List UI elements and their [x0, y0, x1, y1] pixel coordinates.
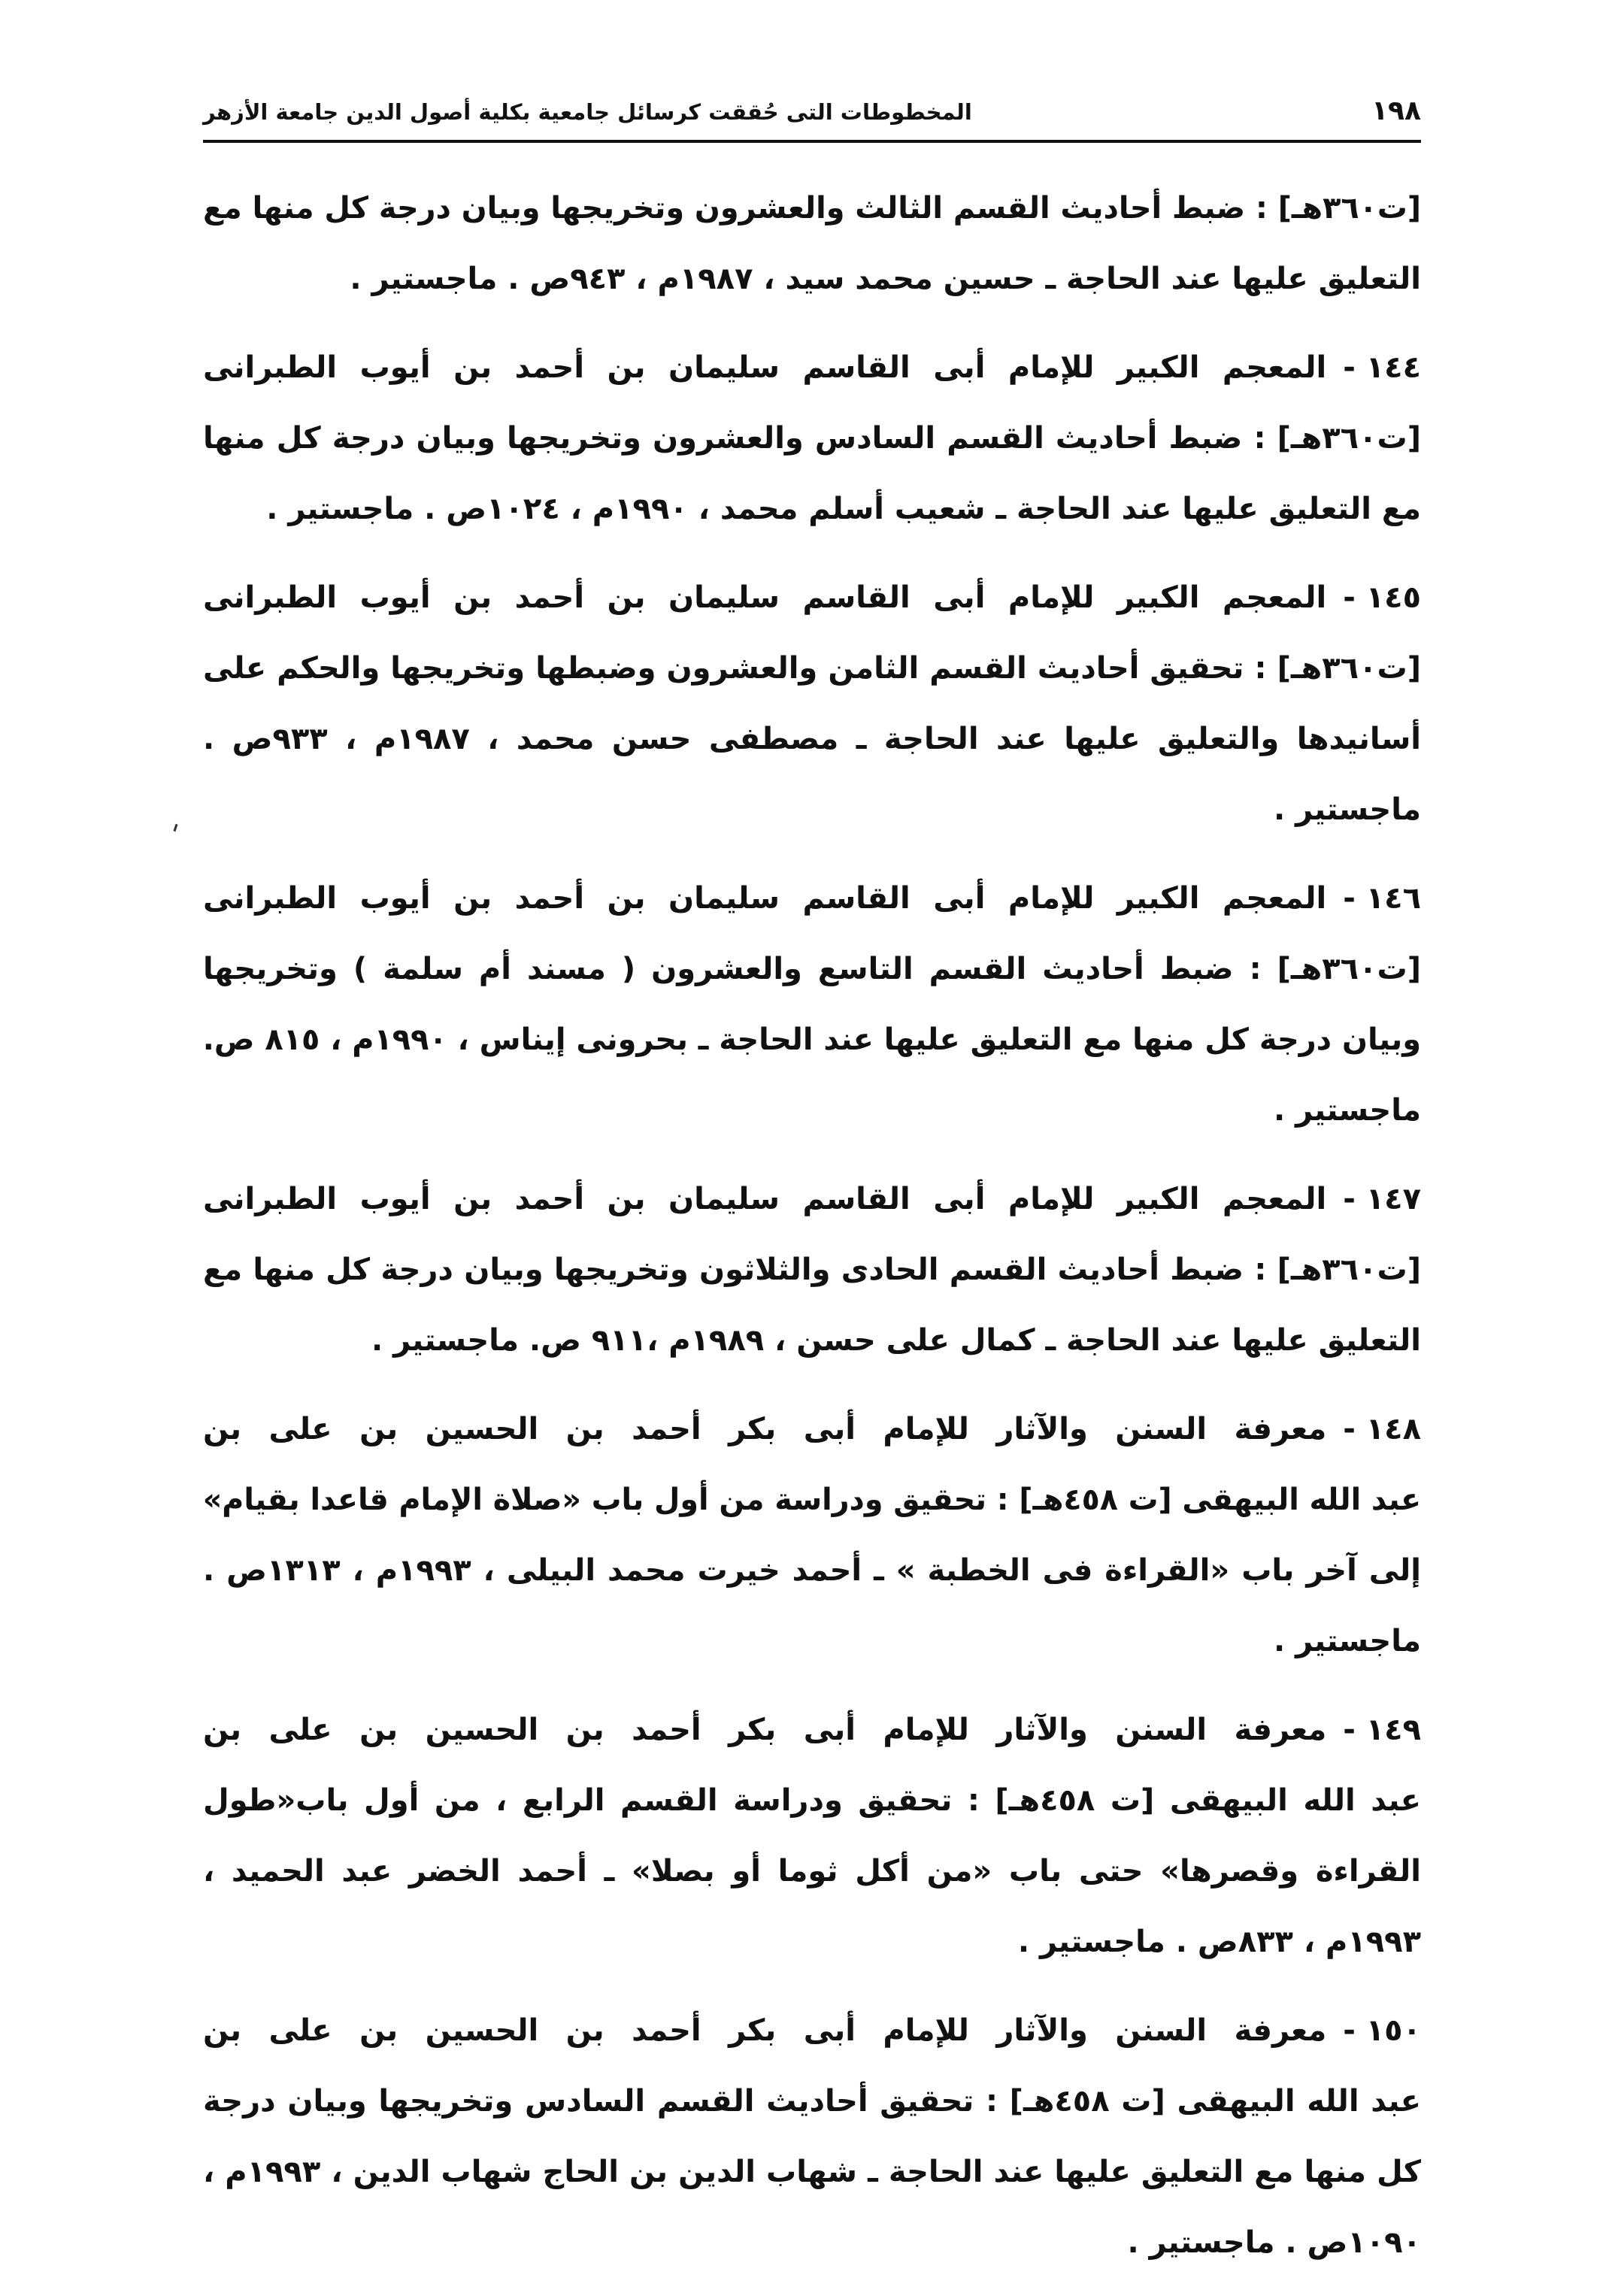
- entry-line: [202, 1004, 1421, 1075]
- entry-line-text: ماجستير .: [1274, 1093, 1421, 1128]
- entry-line-text: معرفة السنن والآثار للإمام أبى بكر أحمد بن الحسين بن على بن: [203, 1412, 1327, 1446]
- entry-line: [203, 1164, 1421, 1234]
- entry-line-text: التعليق عليها عند الحاجة ـ حسين محمد سيد ، ١٩٨٧م ، ٩٤٣ص . ماجستير .: [350, 262, 1421, 296]
- entry-number: ١٤٤ -: [1343, 350, 1421, 385]
- entry-line: [203, 633, 1421, 704]
- entry-line: [203, 403, 1421, 474]
- entry-line: [203, 1075, 1421, 1146]
- entry-line-text: معرفة السنن والآثار للإمام أبى بكر أحمد بن الحسين بن على بن: [203, 2013, 1327, 2048]
- entry-number: ١٤٩ -: [1343, 1713, 1421, 1747]
- entry-line: [203, 1234, 1421, 1305]
- entry-line: [203, 1535, 1421, 1606]
- bibliography-entry: [203, 1695, 1421, 1977]
- entry-line-text: عبد الله البيهقى [ت ٤٥٨هـ] : تحقيق ودراسة القسم الرابع ، من أول باب«طول: [203, 1783, 1421, 1818]
- entry-line: [203, 1606, 1421, 1677]
- entry-number: ١٥٠ -: [1343, 2013, 1421, 2048]
- entry-line: [203, 562, 1421, 633]
- entry-line: [203, 774, 1421, 845]
- bibliography-entry: [203, 332, 1421, 544]
- entry-line-text: ١٩٩٣م ، ٨٣٣ص . ماجستير .: [1017, 1925, 1421, 1959]
- entry-line-text: القراءة وقصرها» حتى باب «من أكل ثوما أو بصلا» ـ أحمد الخضر عبد الحميد ،: [203, 1854, 1421, 1889]
- entry-line: [203, 1836, 1421, 1907]
- entry-line: [203, 1995, 1421, 2066]
- entry-line-text: أسانيدها والتعليق عليها عند الحاجة ـ مصطفى حسن محمد ، ١٩٨٧م ، ٩٣٣ص .: [203, 722, 1421, 756]
- entry-line-text: مع التعليق عليها عند الحاجة ـ شعيب أسلم محمد ، ١٩٩٠م ، ١٠٢٤ص . ماجستير .: [266, 492, 1421, 526]
- entry-line: [203, 704, 1421, 774]
- entry-number: ١٤٧ -: [1343, 1182, 1421, 1216]
- entry-line-text: المعجم الكبير للإمام أبى القاسم سليمان بن أحمد بن أيوب الطبرانى: [203, 881, 1327, 916]
- entry-line-text: كل منها مع التعليق عليها عند الحاجة ـ شهاب الدين بن الحاج شهاب الدين ، ١٩٩٣م ،: [203, 2155, 1422, 2189]
- bibliography-entry: [203, 173, 1421, 314]
- entry-number: ١٤٦ -: [1343, 881, 1421, 916]
- entry-line-text: إلى آخر باب «القراءة فى الخطبة » ـ أحمد خيرت محمد البيلى ، ١٩٩٣م ، ١٣١٣ص .: [203, 1553, 1421, 1588]
- entry-line-text: ماجستير .: [1274, 1624, 1421, 1658]
- entry-line: [203, 2137, 1421, 2207]
- entry-number: ١٤٥ -: [1343, 580, 1421, 615]
- bibliography-entry: [203, 562, 1421, 845]
- header-rule: [203, 140, 1421, 143]
- entry-line-text: التعليق عليها عند الحاجة ـ كمال على حسن ، ١٩٨٩م ،٩١١ ص. ماجستير .: [371, 1323, 1421, 1358]
- running-header: [203, 81, 1421, 129]
- entry-line: [203, 1765, 1421, 1836]
- entry-line: [203, 934, 1421, 1004]
- entry-line-text: المعجم الكبير للإمام أبى القاسم سليمان بن أحمد بن أيوب الطبرانى: [203, 1182, 1327, 1216]
- entry-line: [203, 474, 1421, 544]
- entry-line: [203, 2207, 1421, 2278]
- bibliography-entry: [203, 1394, 1421, 1677]
- entry-line-text: وبيان درجة كل منها مع التعليق عليها عند الحاجة ـ بحرونى إيناس ، ١٩٩٠م ، ٨١٥ ص.: [202, 1022, 1421, 1057]
- entry-line-text: [ت٣٦٠هـ] : ضبط أحاديث القسم السادس والعشرون وتخريجها وبيان درجة كل منها: [203, 421, 1421, 456]
- entry-line: [203, 244, 1421, 314]
- entry-line-text: [ت٣٦٠هـ] : ضبط أحاديث القسم الثالث والعشرون وتخريجها وبيان درجة كل منها مع: [202, 191, 1421, 226]
- entry-line: [203, 1907, 1421, 1977]
- entry-line: [203, 2066, 1421, 2137]
- entry-line-text: [ت٣٦٠هـ] : تحقيق أحاديث القسم الثامن والعشرون وضبطها وتخريجها والحكم على: [203, 651, 1421, 686]
- entry-line-text: [ت٣٦٠هـ] : ضبط أحاديث القسم التاسع والعشرون ( مسند أم سلمة ) وتخريجها: [203, 952, 1421, 986]
- page-number: ١٩٨: [1371, 95, 1421, 126]
- bibliography-entry: [203, 1995, 1421, 2278]
- entry-number: ١٤٨ -: [1343, 1412, 1421, 1446]
- entry-line: [202, 173, 1421, 244]
- entry-line-text: عبد الله البيهقى [ت ٤٥٨هـ] : تحقيق أحاديث القسم السادس وتخريجها وبيان درجة: [203, 2084, 1421, 2119]
- entry-line-text: المعجم الكبير للإمام أبى القاسم سليمان بن أحمد بن أيوب الطبرانى: [203, 580, 1327, 615]
- entry-line-text: ١٠٩٠ص . ماجستير .: [1127, 2225, 1421, 2260]
- entry-line: [203, 1695, 1421, 1765]
- entry-line-text: المعجم الكبير للإمام أبى القاسم سليمان بن أحمد بن أيوب الطبرانى: [203, 350, 1327, 385]
- entries-list: [203, 173, 1421, 2296]
- entry-line: [203, 332, 1421, 403]
- running-title: المخطوطات التى حُققت كرسائل جامعية بكلية أصول الدين جامعة الأزهر: [203, 99, 972, 125]
- entry-line: [203, 1394, 1421, 1465]
- entry-line-text: عبد الله البيهقى [ت ٤٥٨هـ] : تحقيق ودراسة من أول باب «صلاة الإمام قاعدا بقيام»: [202, 1483, 1421, 1517]
- entry-line: [203, 863, 1421, 934]
- bibliography-entry: [203, 863, 1421, 1146]
- entry-line-text: ماجستير .: [1274, 792, 1421, 827]
- scan-speck: [174, 824, 178, 831]
- bibliography-entry: [203, 1164, 1421, 1376]
- entry-line-text: [ت٣٦٠هـ] : ضبط أحاديث القسم الحادى والثلاثون وتخريجها وبيان درجة كل منها مع: [203, 1253, 1421, 1287]
- entry-line: [203, 1305, 1421, 1376]
- entry-line: [202, 1465, 1421, 1535]
- entry-line-text: معرفة السنن والآثار للإمام أبى بكر أحمد بن الحسين بن على بن: [203, 1713, 1327, 1747]
